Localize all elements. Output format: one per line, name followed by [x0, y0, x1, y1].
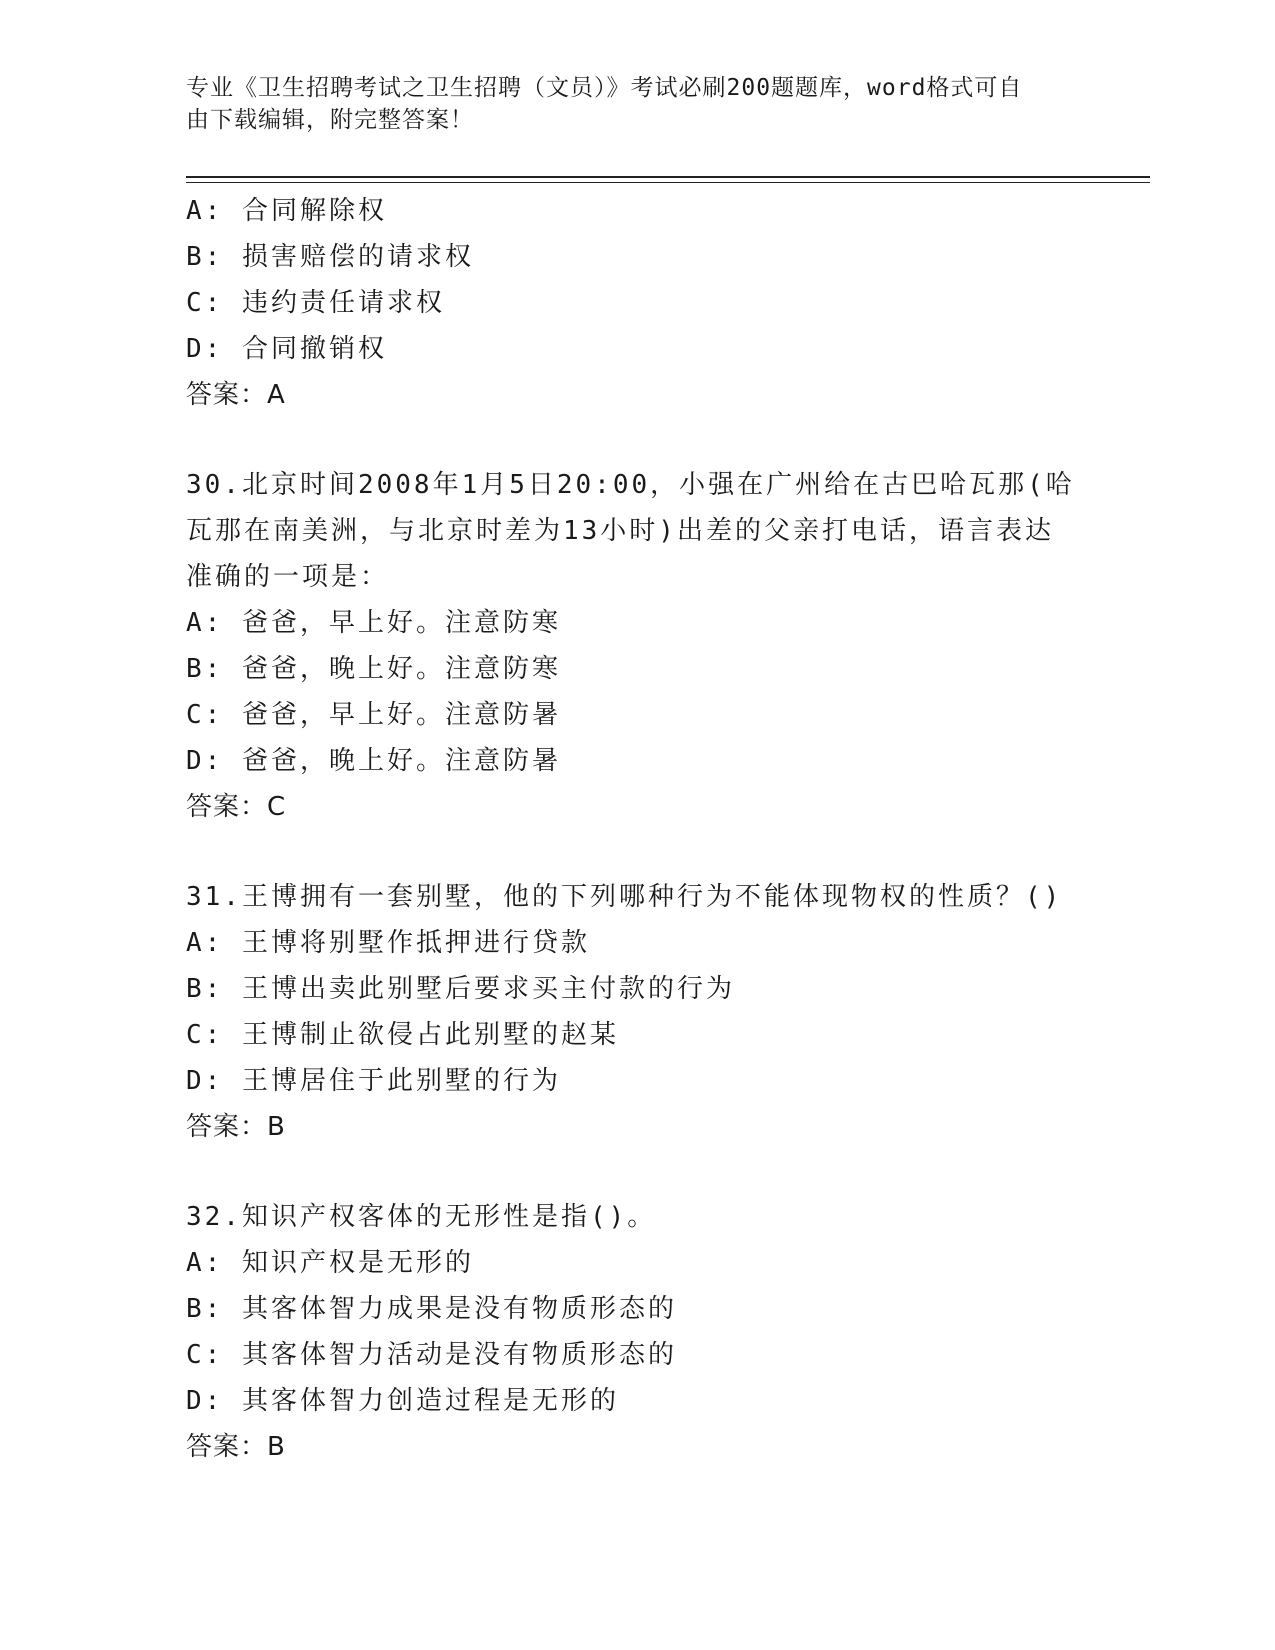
option-b: B: 损害赔偿的请求权 — [186, 242, 474, 272]
answer-label: 答案：B — [186, 1432, 286, 1462]
option-c: C: 其客体智力活动是没有物质形态的 — [186, 1340, 677, 1370]
spacer — [186, 418, 1086, 462]
spacer — [186, 1150, 1086, 1194]
question-text-line: 准确的一项是： — [186, 562, 390, 592]
option-b: B: 王博出卖此别墅后要求买主付款的行为 — [186, 974, 735, 1004]
question-text-line: 32.知识产权客体的无形性是指()。 — [186, 1202, 657, 1232]
answer-label: 答案：A — [186, 380, 286, 410]
answer-label: 答案：C — [186, 792, 287, 822]
document-header — [186, 72, 1066, 136]
option-d: D: 爸爸，晚上好。注意防暑 — [186, 746, 561, 776]
question-31 — [186, 874, 1086, 1150]
question-29-continued — [186, 188, 1086, 418]
option-b: B: 其客体智力成果是没有物质形态的 — [186, 1294, 677, 1324]
header-rule-thick — [186, 176, 1150, 178]
option-d: D: 合同撤销权 — [186, 334, 387, 364]
option-c: C: 违约责任请求权 — [186, 288, 445, 318]
spacer — [186, 830, 1086, 874]
option-a: A: 爸爸，早上好。注意防寒 — [186, 608, 561, 638]
header-line-1: 专业《卫生招聘考试之卫生招聘（文员）》考试必刷200题题库，word格式可自 — [186, 75, 1023, 101]
question-32 — [186, 1194, 1086, 1470]
option-a: A: 合同解除权 — [186, 196, 387, 226]
question-30 — [186, 462, 1086, 830]
option-c: C: 王博制止欲侵占此别墅的赵某 — [186, 1020, 619, 1050]
option-c: C: 爸爸，早上好。注意防暑 — [186, 700, 561, 730]
option-d: D: 王博居住于此别墅的行为 — [186, 1066, 561, 1096]
option-a: A: 知识产权是无形的 — [186, 1248, 474, 1278]
header-line-2: 由下载编辑，附完整答案！ — [186, 107, 474, 133]
question-list — [186, 188, 1086, 1470]
option-b: B: 爸爸，晚上好。注意防寒 — [186, 654, 561, 684]
question-text-line: 31.王博拥有一套别墅，他的下列哪种行为不能体现物权的性质？() — [186, 882, 1063, 912]
header-rule-thin — [186, 182, 1150, 183]
question-text-line: 30.北京时间2008年1月5日20:00，小强在广州给在古巴哈瓦那(哈 — [186, 470, 1075, 500]
answer-label: 答案：B — [186, 1112, 286, 1142]
question-text-line: 瓦那在南美洲，与北京时差为13小时)出差的父亲打电话，语言表达 — [186, 516, 1054, 546]
option-a: A: 王博将别墅作抵押进行贷款 — [186, 928, 590, 958]
option-d: D: 其客体智力创造过程是无形的 — [186, 1386, 619, 1416]
